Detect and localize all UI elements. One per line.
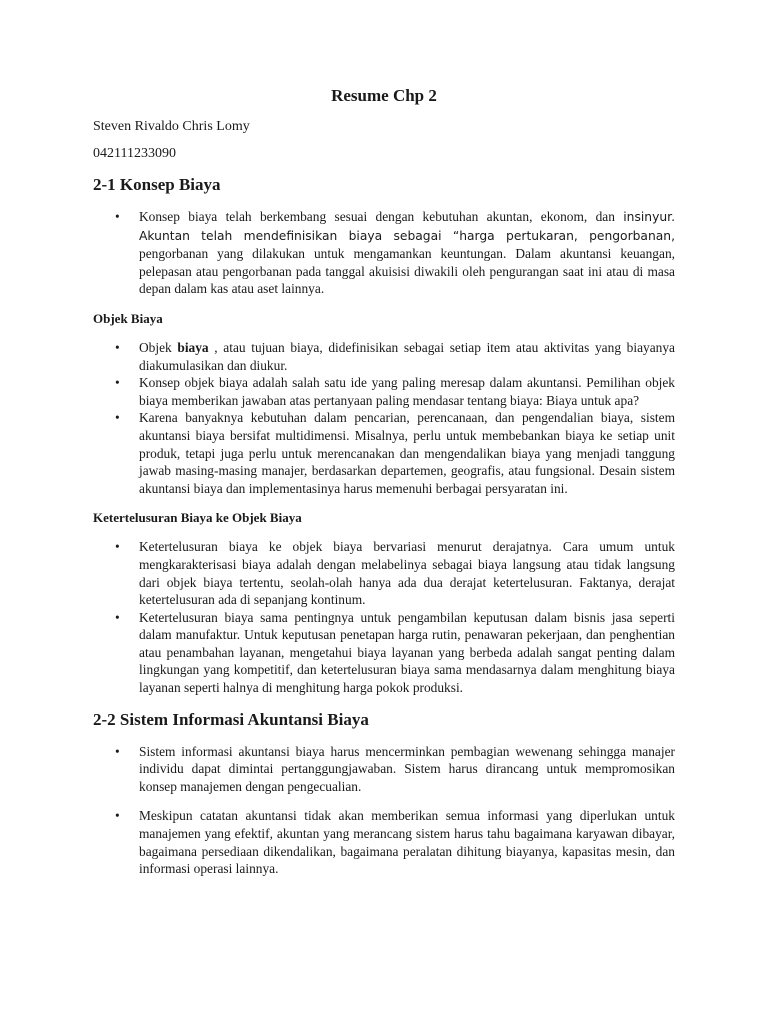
section-heading-sistem-informasi: 2-2 Sistem Informasi Akuntansi Biaya bbox=[93, 709, 369, 729]
list-item bbox=[93, 609, 675, 697]
list-item bbox=[93, 208, 675, 298]
bullet-icon: • bbox=[115, 808, 120, 824]
paragraph-text: Meskipun catatan akuntansi tidak akan memberikan semua informasi yang diperlukan untuk manajemen yang efektif, akuntan yang merancang sistem harus tahu bagaimana karyawan dibayar, bagaimana persediaan dikendalikan, bagaimana peralatan dihitung biayanya, kapasitas mesin, dan informasi operasi lainnya. bbox=[139, 808, 675, 877]
document-body bbox=[93, 174, 675, 890]
list-item bbox=[93, 743, 675, 796]
bullet-icon: • bbox=[115, 375, 120, 391]
paragraph-text: Ketertelusuran biaya sama pentingnya untuk pengambilan keputusan dalam bisnis jasa seperti dalam manufaktur. Untuk keputusan penetapan harga rutin, penawaran pekerjaan, dan penghentian atau penambahan layanan, mengetahui biaya layanan yang berbeda adalah sangat penting dalam lingkungan yang kompetitif, dan ketertelusuran biaya sama mendasarnya dalam menghitung biaya layanan seperti halnya di menghitung harga pokok produksi. bbox=[139, 609, 675, 696]
subheading-objek-biaya: Objek Biaya bbox=[93, 310, 163, 326]
document-title: Resume Chp 2 bbox=[331, 86, 437, 105]
list-item bbox=[93, 339, 675, 374]
bullet-icon: • bbox=[115, 209, 120, 224]
ketertelusuran-list bbox=[93, 538, 675, 696]
list-item bbox=[93, 409, 675, 497]
paragraph-text: Karena banyaknya kebutuhan dalam pencarian, perencanaan, dan pengendalian biaya, sistem akuntansi biaya bersifat multidimensi. Misalnya, perlu untuk membebankan biaya ke setiap unit produk, tetapi juga perlu untuk merencanakan dan mengendalikan biaya yang menjadi tanggung jawab masing-masing manajer, berdasarkan departemen, geografis, atau fungsional. Desain sistem akuntansi biaya dan implementasinya harus memenuhi berbagai persyaratan ini. bbox=[139, 410, 675, 496]
bullet-icon: • bbox=[115, 339, 120, 355]
author-name: Steven Rivaldo Chris Lomy bbox=[93, 119, 250, 134]
bullet-icon: • bbox=[115, 743, 120, 759]
paragraph-text: Sistem informasi akuntansi biaya harus mencerminkan pembagian wewenang sehingga manajer individu dapat dimintai pertanggungjawaban. Sistem harus dirancang untuk mempromosikan konsep manajemen dengan pengecualian. bbox=[139, 743, 675, 794]
objek-biaya-list bbox=[93, 339, 675, 497]
paragraph-text: Ketertelusuran biaya ke objek biaya bervariasi menurut derajatnya. Cara umum untuk mengkarakterisasi biaya adalah dengan melabelinya sebagai biaya langsung atau tidak langsung dari objek biaya tertentu, seolah-olah hanya ada dua derajat ketertelusuran. Faktanya, derajat ketertelusuran ada di sepanjang kontinum. bbox=[139, 539, 675, 608]
paragraph-text: , atau tujuan biaya, didefinisikan sebagai setiap item atau aktivitas yang biayanya diakumulasikan dan diukur. bbox=[139, 339, 675, 373]
paragraph-text-alt-font: insinyur. Akuntan telah mendefinisikan biaya sebagai “harga pertukaran, pengorbanan, bbox=[139, 210, 675, 243]
bold-keyword: biaya bbox=[177, 339, 209, 355]
sistem-informasi-list bbox=[93, 743, 675, 878]
paragraph-text: Konsep biaya telah berkembang sesuai dengan kebutuhan akuntan, ekonom, dan bbox=[139, 209, 624, 224]
list-item bbox=[93, 374, 675, 409]
section-heading-konsep-biaya: 2-1 Konsep Biaya bbox=[93, 175, 221, 194]
subheading-ketertelusuran: Ketertelusuran Biaya ke Objek Biaya bbox=[93, 510, 302, 526]
paragraph-text: Konsep objek biaya adalah salah satu ide yang paling meresap dalam akuntansi. Pemilihan objek biaya memberikan jawaban atas pertanyaan paling mendasar tentang biaya: Biaya untuk apa? bbox=[139, 375, 675, 408]
bullet-icon: • bbox=[115, 410, 120, 426]
paragraph-text: pengorbanan yang dilakukan untuk mengamankan keuntungan. Dalam akuntansi keuangan, pelepasan atau pengorbanan pada tanggal akuisisi diwakili oleh pengurangan saat ini atau di masa depan dalam kas atau aset lainnya. bbox=[139, 246, 675, 297]
bullet-icon: • bbox=[115, 609, 120, 625]
list-item bbox=[93, 538, 675, 608]
bullet-icon: • bbox=[115, 539, 120, 555]
paragraph-text: Objek bbox=[139, 339, 178, 355]
list-item bbox=[93, 807, 675, 877]
konsep-biaya-list bbox=[93, 208, 675, 298]
student-id: 042111233090 bbox=[93, 146, 176, 161]
